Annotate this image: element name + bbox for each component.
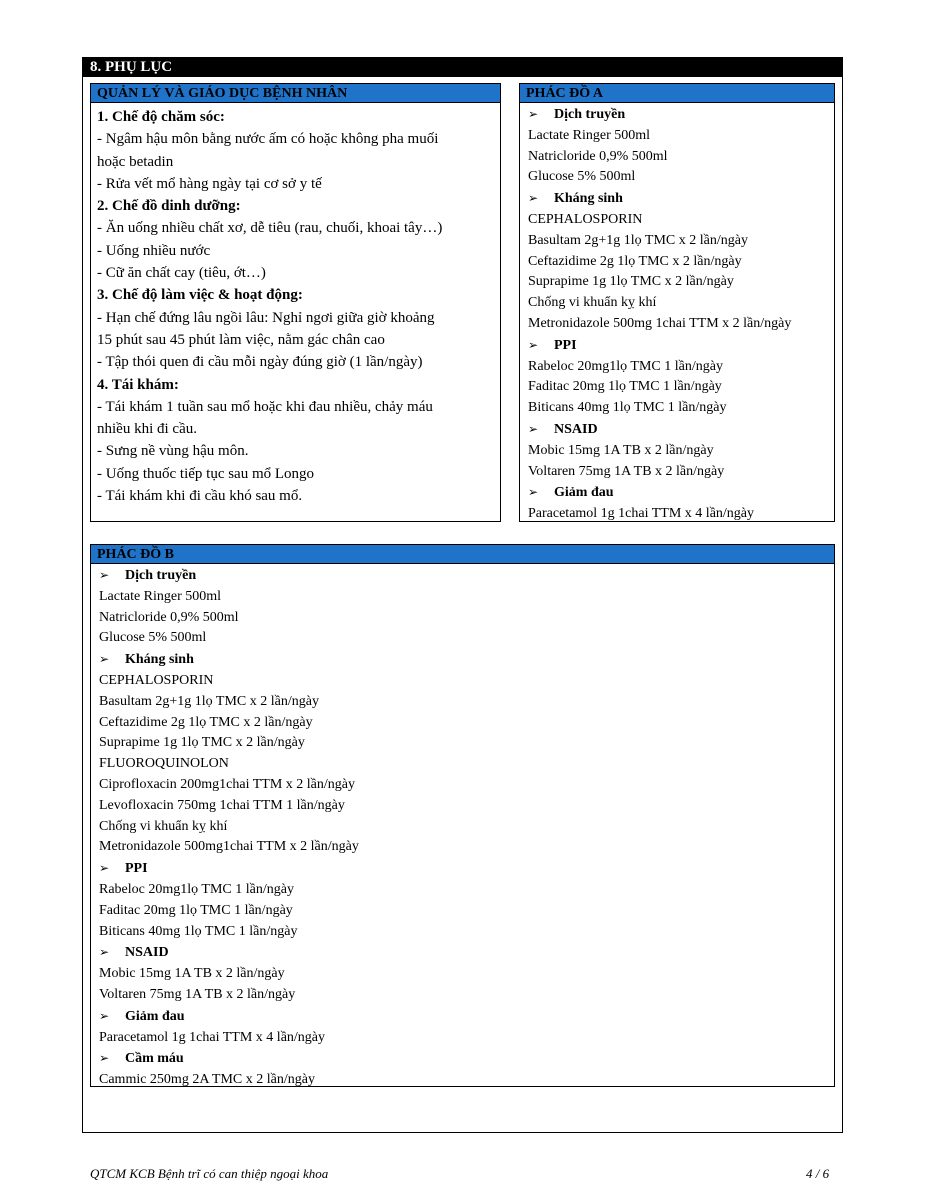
text-line: - Ăn uống nhiều chất xơ, dễ tiêu (rau, chuối, khoai tây…) <box>97 220 443 237</box>
section-heading: 3. Chế độ làm việc & hoạt động: <box>97 287 303 304</box>
drug-line: Chống vi khuẩn kỵ khí <box>528 295 657 311</box>
drug-line: Glucose 5% 500ml <box>99 630 207 646</box>
section-heading: 4. Tái khám: <box>97 376 179 393</box>
patient-education-header: QUẢN LÝ VÀ GIÁO DỤC BỆNH NHÂN <box>91 84 500 103</box>
drug-line: CEPHALOSPORIN <box>99 672 214 688</box>
drug-line: Ceftazidime 2g 1lọ TMC x 2 lần/ngày <box>99 714 313 730</box>
text-line: - Hạn chế đứng lâu ngồi lâu: Nghỉ ngơi giữa giờ khoảng <box>97 309 435 326</box>
drug-line: Rabeloc 20mg1lọ TMC 1 lần/ngày <box>528 358 723 374</box>
drug-line: Voltaren 75mg 1A TB x 2 lần/ngày <box>99 986 296 1002</box>
category-heading <box>99 858 834 880</box>
text-line: - Sưng nề vùng hậu môn. <box>97 443 249 460</box>
drug-line: Biticans 40mg 1lọ TMC 1 lần/ngày <box>99 923 298 939</box>
regimen-b-header: PHÁC ĐỒ B <box>91 545 834 564</box>
text-line: - Tái khám 1 tuần sau mổ hoặc khi đau nhiều, chảy máu <box>97 398 433 415</box>
category-heading <box>528 335 834 357</box>
footer-page-number: 4 / 6 <box>806 1166 830 1181</box>
drug-line: Ceftazidime 2g 1lọ TMC x 2 lần/ngày <box>528 253 742 269</box>
drug-line: Faditac 20mg 1lọ TMC 1 lần/ngày <box>528 379 722 395</box>
regimen-a-body <box>520 103 834 525</box>
drug-line: Paracetamol 1g 1chai TTM x 4 lần/ngày <box>99 1029 326 1045</box>
category-label: NSAID <box>554 421 598 437</box>
regimen-a-box <box>519 83 835 522</box>
drug-line: Metronidazole 500mg1chai TTM x 2 lần/ngày <box>99 839 359 855</box>
arrow-bullet-icon: ➢ <box>99 861 110 876</box>
category-label: Dịch truyền <box>554 107 626 122</box>
drug-line: Mobic 15mg 1A TB x 2 lần/ngày <box>528 442 714 458</box>
drug-line: Mobic 15mg 1A TB x 2 lần/ngày <box>99 966 285 982</box>
text-line: - Uống nhiều nước <box>97 242 211 259</box>
patient-education-body <box>91 103 500 507</box>
text-line: - Rửa vết mổ hàng ngày tại cơ sở y tế <box>97 175 322 192</box>
arrow-bullet-icon: ➢ <box>528 485 539 500</box>
category-heading <box>99 649 834 671</box>
arrow-bullet-icon: ➢ <box>528 337 539 352</box>
drug-line: Biticans 40mg 1lọ TMC 1 lần/ngày <box>528 400 727 416</box>
drug-line: Voltaren 75mg 1A TB x 2 lần/ngày <box>528 463 725 479</box>
drug-line: Chống vi khuẩn kỵ khí <box>99 818 228 834</box>
drug-line: Lactate Ringer 500ml <box>528 127 651 143</box>
drug-line: Metronidazole 500mg 1chai TTM x 2 lần/ngày <box>528 315 792 331</box>
arrow-bullet-icon: ➢ <box>99 1051 110 1066</box>
category-heading <box>99 1006 834 1028</box>
drug-line: Faditac 20mg 1lọ TMC 1 lần/ngày <box>99 902 293 918</box>
arrow-bullet-icon: ➢ <box>528 191 539 206</box>
category-label: PPI <box>554 337 577 353</box>
drug-line: Natricloride 0,9% 500ml <box>528 148 668 164</box>
text-line: hoặc betadin <box>97 153 174 170</box>
text-line: 15 phút sau 45 phút làm việc, nằm gác chân cao <box>97 331 385 348</box>
category-label: Giảm đau <box>125 1008 185 1024</box>
drug-line: CEPHALOSPORIN <box>528 211 643 227</box>
category-heading <box>99 1048 834 1070</box>
drug-line: FLUOROQUINOLON <box>99 756 229 772</box>
drug-line: Lactate Ringer 500ml <box>99 588 222 604</box>
patient-education-box <box>90 83 501 522</box>
drug-line: Rabeloc 20mg1lọ TMC 1 lần/ngày <box>99 881 294 897</box>
category-heading <box>99 942 834 964</box>
category-label: Dịch truyền <box>125 568 197 583</box>
footer-document-title: QTCM KCB Bệnh trĩ có can thiệp ngoại khoa <box>90 1166 329 1181</box>
category-heading <box>528 419 834 441</box>
text-line: - Cữ ăn chất cay (tiêu, ớt…) <box>97 265 266 282</box>
arrow-bullet-icon: ➢ <box>528 107 539 121</box>
category-heading <box>528 482 834 504</box>
text-line: nhiều khi đi cầu. <box>97 421 197 438</box>
drug-line: Paracetamol 1g 1chai TTM x 4 lần/ngày <box>528 506 755 522</box>
category-label: PPI <box>125 861 148 877</box>
drug-line: Ciprofloxacin 200mg1chai TTM x 2 lần/ngày <box>99 776 355 792</box>
category-label: NSAID <box>125 945 169 961</box>
regimen-b-body <box>91 564 834 1091</box>
arrow-bullet-icon: ➢ <box>99 1008 110 1023</box>
regimen-a-header: PHÁC ĐỒ A <box>520 84 834 103</box>
drug-line: Basultam 2g+1g 1lọ TMC x 2 lần/ngày <box>99 693 319 709</box>
category-heading <box>528 188 834 210</box>
section-heading: 1. Chế độ chăm sóc: <box>97 109 225 125</box>
category-heading <box>99 565 834 587</box>
text-line: - Tập thói quen đi cầu mỗi ngày đúng giờ (1 lần/ngày) <box>97 354 423 371</box>
arrow-bullet-icon: ➢ <box>528 421 539 436</box>
drug-line: Basultam 2g+1g 1lọ TMC x 2 lần/ngày <box>528 232 748 248</box>
arrow-bullet-icon: ➢ <box>99 568 110 582</box>
drug-line: Natricloride 0,9% 500ml <box>99 609 239 625</box>
arrow-bullet-icon: ➢ <box>99 945 110 960</box>
drug-line: Glucose 5% 500ml <box>528 169 636 185</box>
arrow-bullet-icon: ➢ <box>99 652 110 667</box>
text-line: - Tái khám khi đi cầu khó sau mổ. <box>97 488 303 505</box>
category-label: Giảm đau <box>554 485 614 501</box>
category-heading <box>528 104 834 126</box>
category-label: Kháng sinh <box>554 191 623 207</box>
section-heading: 2. Chế đồ dinh dưỡng: <box>97 198 241 215</box>
regimen-b-box <box>90 544 835 1087</box>
drug-line: Cammic 250mg 2A TMC x 2 lần/ngày <box>99 1072 315 1088</box>
drug-line: Levofloxacin 750mg 1chai TTM 1 lần/ngày <box>99 797 345 813</box>
text-line: - Uống thuốc tiếp tục sau mổ Longo <box>97 465 315 482</box>
category-label: Kháng sinh <box>125 652 194 668</box>
category-label: Cầm máu <box>125 1051 184 1067</box>
text-line: - Ngâm hậu môn bằng nước ấm có hoặc không pha muối <box>97 131 439 148</box>
drug-line: Suprapime 1g 1lọ TMC x 2 lần/ngày <box>528 274 734 290</box>
drug-line: Suprapime 1g 1lọ TMC x 2 lần/ngày <box>99 735 305 751</box>
section-title: 8. PHỤ LỤC <box>82 57 843 77</box>
